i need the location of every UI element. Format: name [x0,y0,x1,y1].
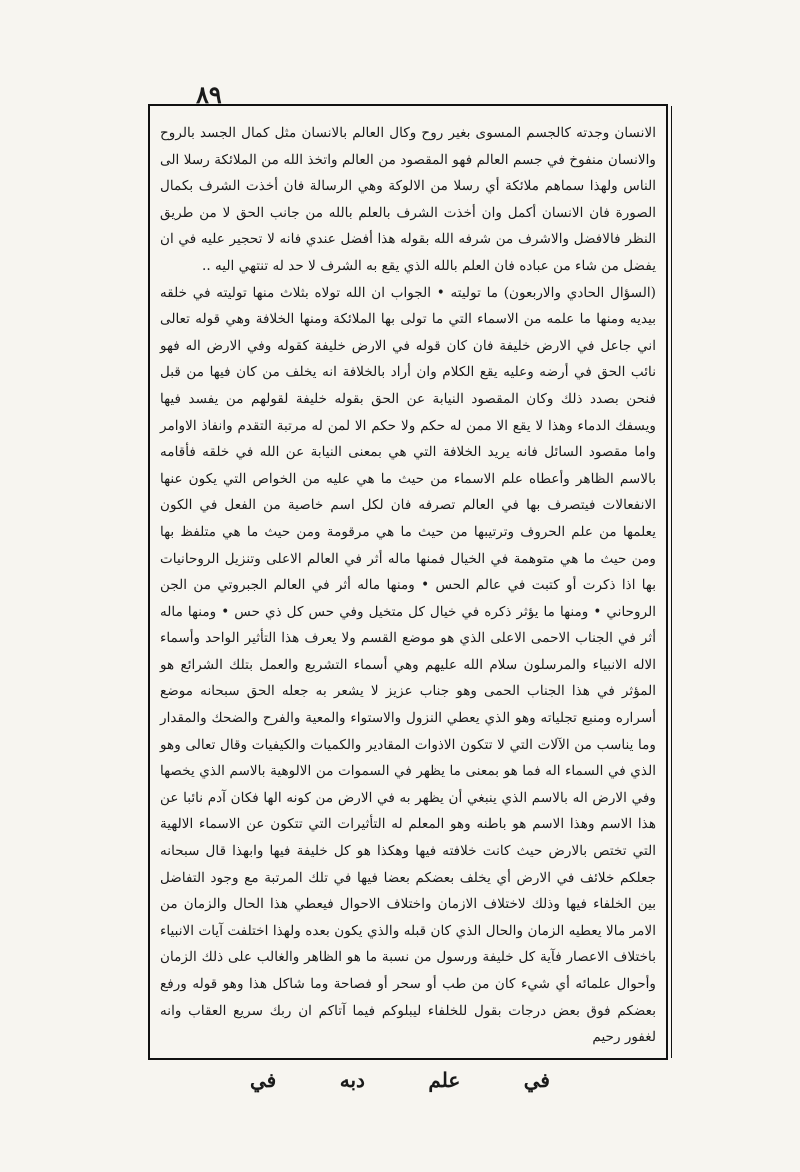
page-number: ٨٩ [196,80,222,109]
catchword-3: دبه [339,1068,365,1092]
paragraph-2: (السؤال الحادي والاربعون) ما توليته • الجواب ان الله تولاه بثلاث منها توليته في خلقه بيديه ومنها ما علمه من الاسماء التي ما تولى بها الملائكة ومنها الخلافة وهي قوله تعالى اني جاعل في الارض خليفة فان كان قوله في الارض خليفة كقوله وفي الارض اله فهو نائب الحق في أرضه وعليه يقع الكلام وان أراد بالخلافة انه يخلف من كان فيها من قبل فنحن بصدد ذلك وكان المقصود النيابة عن الحق بقوله خليفة لقولهم من يفسد فيها ويسفك الدماء وهذا لا يقع الا ممن له حكم ولا حكم الا لمن له مرتبة التقدم وانفاذ الاوامر واما مقصود السائل فانه يريد الخلافة التي هي بمعنى النيابة عن الله في خلقه فأقامه بالاسم الظاهر وأعطاه علم الاسماء من حيث ما هي عليه من الخواص التي يكون عنها الانفعالات فيتصرف بها في العالم تصرفه فان لكل اسم خاصية من الفعل في الكون يعلمها من علم الحروف وترتيبها من حيث ما هي مرقومة ومن حيث ما هي متلفظ بها ومن حيث ما هي متوهمة في الخيال فمنها ماله أثر في العالم الاعلى وتنزيل الروحانيات بها اذا ذكرت أو كتبت في عالم الحس • ومنها ماله أثر في العالم الجبروتي من الجن الروحاني • ومنها ما يؤثر ذكره في خيال كل متخيل وفي حس كل ذي حس • ومنها ماله أثر في الجناب الاحمى الاعلى الذي هو موضع القسم ولا يعرف هذا التأثير الواحد وأسماء الاله الانبياء والمرسلون سلام الله عليهم وهي أسماء التشريع والعمل بتلك الشرائع هو المؤثر في هذا الجناب الحمى وهو جناب عزيز لا يشعر به جعله الحق سبحانه موضع أسراره ومنبع تجلياته وهو الذي يعطي النزول والاستواء والمعية والفرح والضحك والمقدار وما يناسب من الآلات التي لا تتكون الاذوات المقادير والكميات والكيفيات وقال تعالى وهو الذي في السماء اله فما هو بمعنى ما يظهر في السموات من الالوهية بالاسم الذي يخصها وفي الارض اله بالاسم الذي ينبغي أن يظهر به في الارض من كونه الها فكان آدم نائبا عن هذا الاسم وهذا الاسم هو باطنه وهو المعلم له التأثيرات التي تتكون عن الاسماء الالهية التي تختص بالارض حيث كانت خلافته فيها وهكذا هو كل خليفة فيها وابهذا قال سبحانه جعلكم خلائف في الارض أي يخلف بعضكم بعضا فيها في تلك المرتبة مع وجود التفاضل بين الخلفاء فيها وذلك لاختلاف الازمان واختلاف الاحوال فيعطي هذا الحال والزمان من الامر مالا يعطيه الزمان والحال الذي كان قبله والذي يكون بعده ولهذا اختلفت آيات الانبياء باختلاف الاعصار فآية كل خليفة ورسول من نسبة ما هو الظاهر والغالب على ذلك الزمان وأحوال علمائه أي شيء كان من طب أو سحر أو فصاحة وما شاكل هذا وهو قوله ورفع بعضكم فوق بعض درجات بقول للخلفاء ليبلوكم فيما آتاكم ان ربك سريع العقاب وانه لغفور رحيم [160,284,656,1046]
catchword-2: علم [428,1068,461,1092]
catchwords [250,1068,550,1092]
text-frame [148,104,668,1060]
body-text [160,120,656,1051]
catchword-4: في [250,1068,277,1092]
paragraph-1: الانسان وجدته كالجسم المسوى بغير روح وكال العالم بالانسان مثل كمال الجسد بالروح والانسان منفوخ في جسم العالم فهو المقصود من العالم واتخذ الله من الملائكة رسلا الى الناس ولهذا سماهم ملائكة أي رسلا من الالوكة وهي الرسالة فان أخذت الشرف بكمال الصورة فان الانسان أكمل وان أخذت الشرف بالعلم بالله من جانب الحق لا من طريق النظر فالافضل والاشرف من شرفه الله بقوله هذا أفضل عندي فانه لا تحجير عليه في ان يفضل من شاء من عباده فان العلم بالله الذي يقع به الشرف لا حد له تنتهي اليه .. [160,125,656,274]
catchword-1: في [523,1068,550,1092]
